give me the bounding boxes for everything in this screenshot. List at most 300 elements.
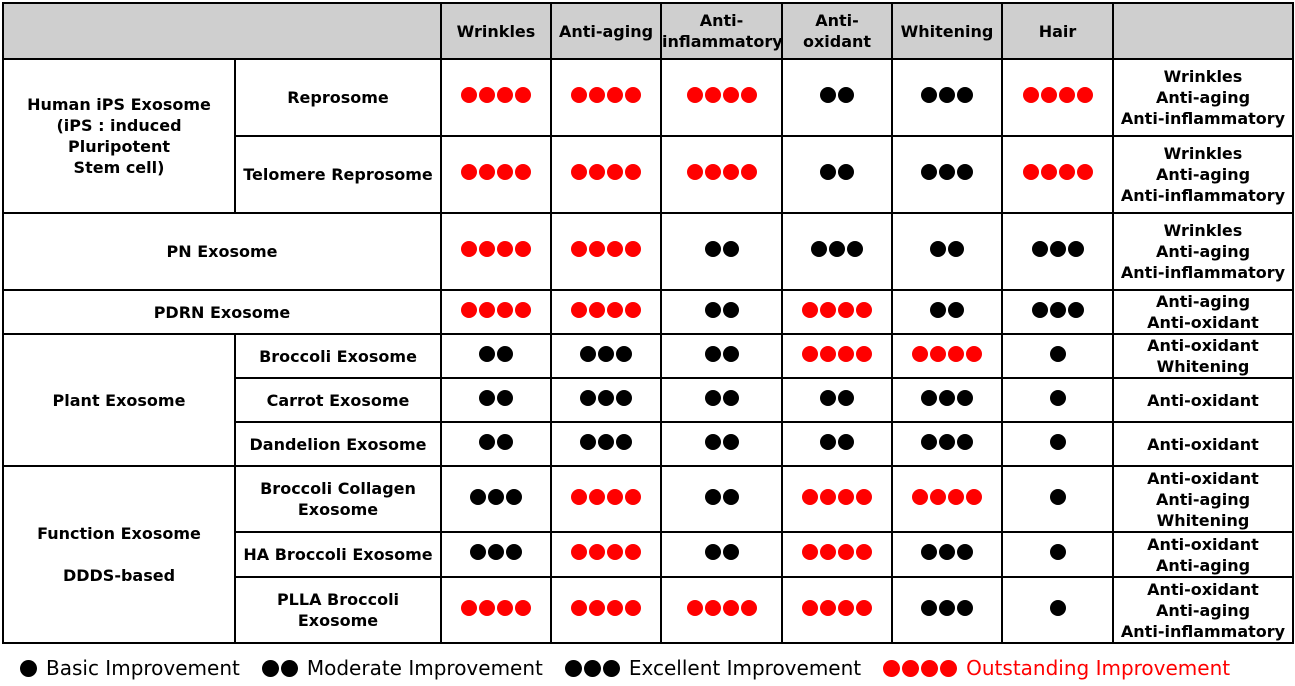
legend-label: Excellent Improvement: [628, 656, 862, 680]
rating-dot-icon: [723, 302, 739, 318]
rating-dot-icon: [948, 346, 964, 362]
rating-dot-icon: [497, 302, 513, 318]
rating-dot-icon: [607, 87, 623, 103]
rating-dot-icon: [921, 434, 937, 450]
rating-whitening: [892, 466, 1002, 532]
rating-dot-icon: [921, 600, 937, 616]
rating-dot-icon: [607, 489, 623, 505]
rating-dot-icon: [607, 164, 623, 180]
rating-whitening: [892, 290, 1002, 334]
header-summary: [1113, 3, 1293, 59]
rating-dot-icon: [580, 434, 596, 450]
rating-anti-aging: [551, 136, 661, 213]
rating-dot-icon: [281, 660, 298, 677]
rating-dot-icon: [1077, 164, 1093, 180]
black-rating-dots: [470, 489, 522, 505]
rating-dot-icon: [488, 489, 504, 505]
black-rating-dots: [921, 87, 973, 103]
rating-dot-icon: [479, 346, 495, 362]
black-rating-dots: [1050, 489, 1066, 505]
rating-dot-icon: [461, 87, 477, 103]
rating-dot-icon: [829, 241, 845, 257]
rating-dot-icon: [488, 544, 504, 560]
rating-dot-icon: [820, 544, 836, 560]
rating-dot-icon: [470, 544, 486, 560]
summary-cell: Wrinkles Anti-aging Anti-inflammatory: [1113, 59, 1293, 136]
rating-wrinkles: [441, 136, 551, 213]
group-plant-exosome: Plant Exosome: [3, 334, 235, 466]
rating-anti-aging: [551, 422, 661, 466]
black-rating-dots: [479, 390, 513, 406]
rating-dot-icon: [838, 302, 854, 318]
rating-wrinkles: [441, 532, 551, 577]
red-rating-dots: [571, 241, 641, 257]
rating-dot-icon: [741, 164, 757, 180]
summary-cell: Anti-oxidant: [1113, 378, 1293, 422]
rating-dot-icon: [461, 302, 477, 318]
rating-whitening: [892, 59, 1002, 136]
rating-whitening: [892, 532, 1002, 577]
rating-dot-icon: [838, 346, 854, 362]
rating-dot-icon: [930, 241, 946, 257]
rating-dot-icon: [820, 390, 836, 406]
rating-anti-oxidant: [782, 532, 892, 577]
rating-wrinkles: [441, 59, 551, 136]
black-rating-dots: [705, 302, 739, 318]
rating-dot-icon: [1068, 302, 1084, 318]
rating-anti-oxidant: [782, 334, 892, 378]
black-rating-dots: [705, 544, 739, 560]
rating-wrinkles: [441, 378, 551, 422]
rating-dot-icon: [571, 241, 587, 257]
rating-dot-icon: [723, 87, 739, 103]
rating-anti-inflammatory: [661, 334, 782, 378]
rating-dot-icon: [616, 390, 632, 406]
rating-dot-icon: [921, 660, 938, 677]
rating-dot-icon: [1050, 241, 1066, 257]
rating-dot-icon: [589, 164, 605, 180]
legend-item: [565, 655, 861, 681]
rating-anti-oxidant: [782, 59, 892, 136]
rating-dot-icon: [589, 600, 605, 616]
rating-dot-icon: [930, 302, 946, 318]
black-rating-dots: [921, 600, 973, 616]
red-rating-dots: [687, 600, 757, 616]
rating-dot-icon: [912, 346, 928, 362]
rating-dot-icon: [705, 346, 721, 362]
rating-dot-icon: [687, 87, 703, 103]
rating-hair: [1002, 136, 1113, 213]
rating-dot-icon: [565, 660, 582, 677]
rating-dot-icon: [580, 390, 596, 406]
red-rating-dots: [687, 87, 757, 103]
rating-dot-icon: [506, 544, 522, 560]
rating-dot-icon: [820, 164, 836, 180]
header-row: [3, 3, 1293, 59]
rating-dot-icon: [1050, 600, 1066, 616]
rating-dot-icon: [948, 241, 964, 257]
rating-anti-inflammatory: [661, 59, 782, 136]
black-rating-dots: [1050, 600, 1066, 616]
rating-anti-aging: [551, 213, 661, 290]
rating-dot-icon: [497, 434, 513, 450]
rating-dot-icon: [957, 600, 973, 616]
rating-hair: [1002, 378, 1113, 422]
header-whitening: Whitening: [892, 3, 1002, 59]
rating-dot-icon: [921, 544, 937, 560]
row-name: PN Exosome: [3, 213, 441, 290]
rating-dot-icon: [847, 241, 863, 257]
rating-dot-icon: [598, 434, 614, 450]
red-rating-dots: [461, 241, 531, 257]
rating-dot-icon: [723, 544, 739, 560]
red-rating-dots: [461, 164, 531, 180]
rating-dot-icon: [479, 390, 495, 406]
rating-wrinkles: [441, 290, 551, 334]
black-rating-dots: [1050, 346, 1066, 362]
rating-dot-icon: [966, 489, 982, 505]
rating-dot-icon: [479, 164, 495, 180]
rating-dot-icon: [497, 241, 513, 257]
legend-label: Basic Improvement: [46, 656, 240, 680]
rating-dot-icon: [838, 434, 854, 450]
rating-dot-icon: [497, 164, 513, 180]
rating-dot-icon: [939, 434, 955, 450]
header-anti-oxidant: Anti- oxidant: [782, 3, 892, 59]
rating-dot-icon: [856, 346, 872, 362]
rating-dot-icon: [479, 600, 495, 616]
black-rating-dots: [262, 660, 298, 677]
red-rating-dots: [883, 660, 957, 677]
rating-dot-icon: [902, 660, 919, 677]
rating-anti-aging: [551, 334, 661, 378]
rating-dot-icon: [838, 544, 854, 560]
rating-dot-icon: [461, 600, 477, 616]
rating-dot-icon: [625, 87, 641, 103]
rating-dot-icon: [598, 346, 614, 362]
rating-dot-icon: [820, 600, 836, 616]
rating-dot-icon: [616, 434, 632, 450]
rating-dot-icon: [571, 489, 587, 505]
rating-dot-icon: [1050, 390, 1066, 406]
row-name: Carrot Exosome: [235, 378, 441, 422]
table-row: [3, 213, 1293, 290]
rating-dot-icon: [584, 660, 601, 677]
rating-dot-icon: [705, 544, 721, 560]
rating-dot-icon: [479, 87, 495, 103]
summary-cell: Anti-oxidant: [1113, 422, 1293, 466]
rating-dot-icon: [1050, 489, 1066, 505]
rating-dot-icon: [687, 600, 703, 616]
black-rating-dots: [921, 434, 973, 450]
black-rating-dots: [580, 346, 632, 362]
red-rating-dots: [461, 87, 531, 103]
black-rating-dots: [930, 241, 964, 257]
red-rating-dots: [571, 302, 641, 318]
rating-whitening: [892, 334, 1002, 378]
summary-cell: Anti-aging Anti-oxidant: [1113, 290, 1293, 334]
header-hair: Hair: [1002, 3, 1113, 59]
rating-dot-icon: [479, 241, 495, 257]
rating-anti-oxidant: [782, 577, 892, 643]
rating-dot-icon: [921, 390, 937, 406]
rating-dot-icon: [802, 302, 818, 318]
black-rating-dots: [705, 434, 739, 450]
rating-dot-icon: [939, 164, 955, 180]
rating-dot-icon: [479, 302, 495, 318]
rating-dot-icon: [939, 390, 955, 406]
rating-whitening: [892, 378, 1002, 422]
rating-whitening: [892, 422, 1002, 466]
rating-anti-oxidant: [782, 290, 892, 334]
rating-dot-icon: [940, 660, 957, 677]
rating-hair: [1002, 334, 1113, 378]
rating-dot-icon: [838, 87, 854, 103]
rating-wrinkles: [441, 334, 551, 378]
rating-dot-icon: [571, 302, 587, 318]
summary-cell: Anti-oxidant Whitening: [1113, 334, 1293, 378]
rating-dot-icon: [705, 241, 721, 257]
rating-dot-icon: [820, 489, 836, 505]
red-rating-dots: [1023, 164, 1093, 180]
rating-dot-icon: [571, 164, 587, 180]
black-rating-dots: [580, 434, 632, 450]
rating-dot-icon: [723, 434, 739, 450]
table-row: [3, 334, 1293, 378]
black-rating-dots: [705, 489, 739, 505]
rating-dot-icon: [921, 164, 937, 180]
rating-dot-icon: [515, 302, 531, 318]
rating-dot-icon: [1032, 241, 1048, 257]
rating-dot-icon: [838, 600, 854, 616]
black-rating-dots: [1050, 434, 1066, 450]
rating-anti-oxidant: [782, 378, 892, 422]
row-name: Dandelion Exosome: [235, 422, 441, 466]
red-rating-dots: [802, 600, 872, 616]
black-rating-dots: [921, 390, 973, 406]
rating-dot-icon: [625, 164, 641, 180]
rating-anti-inflammatory: [661, 136, 782, 213]
rating-dot-icon: [461, 164, 477, 180]
rating-dot-icon: [856, 302, 872, 318]
summary-cell: Anti-oxidant Anti-aging Whitening: [1113, 466, 1293, 532]
rating-dot-icon: [705, 600, 721, 616]
row-name: PLLA Broccoli Exosome: [235, 577, 441, 643]
rating-anti-aging: [551, 532, 661, 577]
rating-dot-icon: [838, 489, 854, 505]
red-rating-dots: [571, 544, 641, 560]
rating-dot-icon: [820, 302, 836, 318]
rating-dot-icon: [20, 660, 37, 677]
rating-dot-icon: [838, 390, 854, 406]
rating-dot-icon: [723, 390, 739, 406]
rating-dot-icon: [589, 87, 605, 103]
rating-dot-icon: [607, 600, 623, 616]
rating-dot-icon: [856, 489, 872, 505]
rating-dot-icon: [1059, 164, 1075, 180]
black-rating-dots: [580, 390, 632, 406]
rating-hair: [1002, 466, 1113, 532]
rating-dot-icon: [625, 544, 641, 560]
rating-dot-icon: [479, 434, 495, 450]
black-rating-dots: [705, 241, 739, 257]
summary-cell: Anti-oxidant Anti-aging: [1113, 532, 1293, 577]
legend-item: [883, 655, 1230, 681]
rating-dot-icon: [603, 660, 620, 677]
rating-dot-icon: [1050, 544, 1066, 560]
rating-dot-icon: [802, 600, 818, 616]
rating-anti-inflammatory: [661, 290, 782, 334]
rating-dot-icon: [802, 489, 818, 505]
red-rating-dots: [571, 164, 641, 180]
rating-dot-icon: [515, 241, 531, 257]
black-rating-dots: [470, 544, 522, 560]
header-wrinkles: Wrinkles: [441, 3, 551, 59]
row-name: PDRN Exosome: [3, 290, 441, 334]
legend-item: [20, 655, 240, 681]
black-rating-dots: [705, 346, 739, 362]
red-rating-dots: [571, 87, 641, 103]
table-row: [3, 290, 1293, 334]
black-rating-dots: [1050, 544, 1066, 560]
rating-anti-aging: [551, 59, 661, 136]
rating-dot-icon: [1041, 87, 1057, 103]
rating-dot-icon: [957, 164, 973, 180]
rating-dot-icon: [497, 600, 513, 616]
rating-dot-icon: [939, 544, 955, 560]
black-rating-dots: [565, 660, 620, 677]
rating-dot-icon: [723, 600, 739, 616]
red-rating-dots: [802, 302, 872, 318]
rating-dot-icon: [957, 434, 973, 450]
rating-dot-icon: [723, 489, 739, 505]
rating-dot-icon: [930, 489, 946, 505]
rating-dot-icon: [589, 302, 605, 318]
rating-dot-icon: [838, 164, 854, 180]
black-rating-dots: [1050, 390, 1066, 406]
rating-dot-icon: [802, 346, 818, 362]
header-anti-aging: Anti-aging: [551, 3, 661, 59]
rating-dot-icon: [607, 544, 623, 560]
rating-dot-icon: [948, 302, 964, 318]
rating-dot-icon: [856, 544, 872, 560]
rating-dot-icon: [589, 544, 605, 560]
rating-hair: [1002, 577, 1113, 643]
rating-anti-inflammatory: [661, 577, 782, 643]
rating-dot-icon: [1050, 346, 1066, 362]
rating-dot-icon: [598, 390, 614, 406]
rating-dot-icon: [571, 600, 587, 616]
rating-dot-icon: [515, 87, 531, 103]
rating-dot-icon: [741, 600, 757, 616]
black-rating-dots: [705, 390, 739, 406]
black-rating-dots: [1032, 241, 1084, 257]
rating-dot-icon: [939, 600, 955, 616]
row-name: Broccoli Collagen Exosome: [235, 466, 441, 532]
rating-anti-aging: [551, 577, 661, 643]
legend-label: Outstanding Improvement: [966, 656, 1231, 680]
red-rating-dots: [461, 600, 531, 616]
rating-wrinkles: [441, 577, 551, 643]
rating-dot-icon: [515, 164, 531, 180]
group-function-exosome: Function Exosome DDDS-based: [3, 466, 235, 643]
black-rating-dots: [479, 434, 513, 450]
rating-whitening: [892, 136, 1002, 213]
rating-dot-icon: [607, 302, 623, 318]
rating-dot-icon: [705, 164, 721, 180]
rating-whitening: [892, 213, 1002, 290]
rating-dot-icon: [802, 544, 818, 560]
rating-dot-icon: [497, 390, 513, 406]
header-corner: [3, 3, 441, 59]
legend-label: Moderate Improvement: [306, 656, 543, 680]
red-rating-dots: [571, 600, 641, 616]
rating-dot-icon: [497, 87, 513, 103]
rating-wrinkles: [441, 213, 551, 290]
rating-dot-icon: [723, 241, 739, 257]
rating-dot-icon: [957, 87, 973, 103]
red-rating-dots: [912, 346, 982, 362]
rating-dot-icon: [625, 600, 641, 616]
rating-dot-icon: [1077, 87, 1093, 103]
black-rating-dots: [479, 346, 513, 362]
rating-anti-aging: [551, 466, 661, 532]
rating-dot-icon: [820, 346, 836, 362]
rating-dot-icon: [820, 87, 836, 103]
rating-anti-oxidant: [782, 422, 892, 466]
rating-dot-icon: [705, 87, 721, 103]
legend: [20, 655, 1252, 681]
header-anti-inflammatory: Anti- inflammatory: [661, 3, 782, 59]
rating-hair: [1002, 532, 1113, 577]
black-rating-dots: [820, 87, 854, 103]
rating-hair: [1002, 422, 1113, 466]
rating-anti-inflammatory: [661, 422, 782, 466]
rating-dot-icon: [1068, 241, 1084, 257]
rating-dot-icon: [723, 346, 739, 362]
summary-cell: Wrinkles Anti-aging Anti-inflammatory: [1113, 136, 1293, 213]
rating-hair: [1002, 290, 1113, 334]
rating-dot-icon: [948, 489, 964, 505]
rating-dot-icon: [515, 600, 531, 616]
table-row: [3, 59, 1293, 136]
rating-dot-icon: [705, 302, 721, 318]
rating-anti-oxidant: [782, 466, 892, 532]
black-rating-dots: [921, 544, 973, 560]
black-rating-dots: [921, 164, 973, 180]
rating-anti-inflammatory: [661, 213, 782, 290]
red-rating-dots: [571, 489, 641, 505]
row-name: Telomere Reprosome: [235, 136, 441, 213]
rating-anti-oxidant: [782, 213, 892, 290]
rating-dot-icon: [1050, 434, 1066, 450]
row-name: HA Broccoli Exosome: [235, 532, 441, 577]
rating-dot-icon: [589, 489, 605, 505]
rating-dot-icon: [1041, 164, 1057, 180]
rating-dot-icon: [687, 164, 703, 180]
rating-dot-icon: [589, 241, 605, 257]
black-rating-dots: [820, 434, 854, 450]
rating-dot-icon: [1023, 87, 1039, 103]
row-name: Broccoli Exosome: [235, 334, 441, 378]
rating-dot-icon: [856, 600, 872, 616]
rating-dot-icon: [571, 87, 587, 103]
black-rating-dots: [820, 164, 854, 180]
rating-dot-icon: [811, 241, 827, 257]
rating-dot-icon: [705, 489, 721, 505]
rating-dot-icon: [883, 660, 900, 677]
rating-dot-icon: [705, 390, 721, 406]
